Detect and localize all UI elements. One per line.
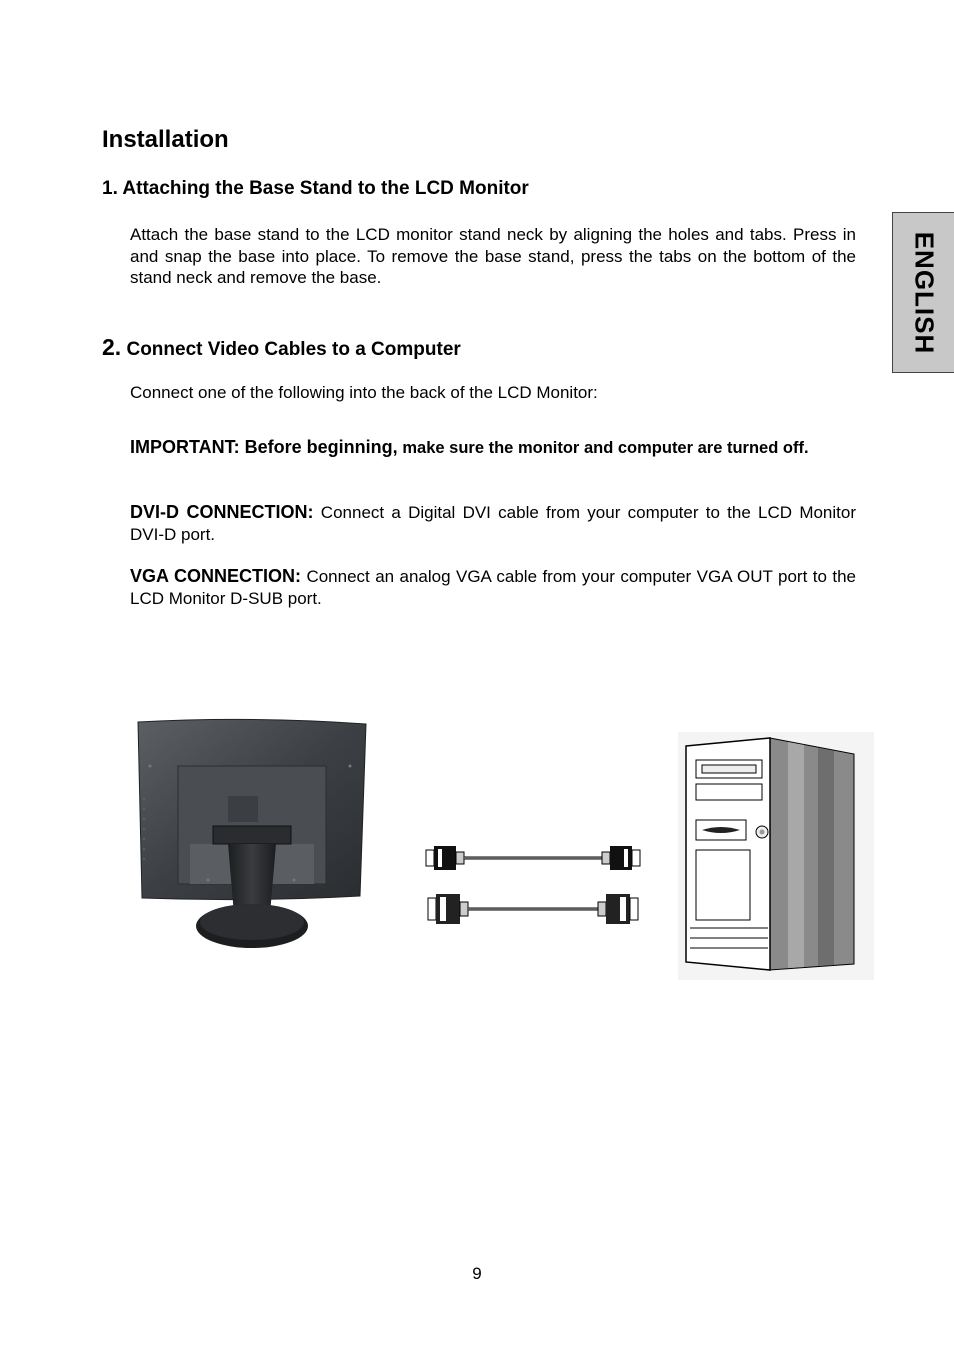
page-number: 9 <box>472 1264 482 1283</box>
vga-cable-icon <box>428 894 638 924</box>
dvi-label: DVI-D CONNECTION: <box>130 502 314 522</box>
section1-heading: 1. Attaching the Base Stand to the LCD Monitor <box>102 178 529 199</box>
important-rest: make sure the monitor and computer are turned off. <box>402 439 809 457</box>
vga-label: VGA CONNECTION: <box>130 566 302 586</box>
language-tab <box>892 212 954 373</box>
language-tab-label: ENGLISH <box>909 231 939 354</box>
dvi-cable-icon <box>426 846 640 870</box>
desktop-tower-image <box>678 732 874 980</box>
dvi-vga-cables-image <box>424 840 642 928</box>
section2-heading-text: Connect Video Cables to a Computer <box>126 339 461 360</box>
vga-connection <box>130 566 856 609</box>
page-title: Installation <box>102 126 229 153</box>
important-note <box>130 437 856 460</box>
dvi-text: Connect a Digital DVI cable from your computer to the LCD Monitor DVI-D port. <box>130 503 856 544</box>
section2-intro: Connect one of the following into the back of the LCD Monitor: <box>130 383 598 402</box>
section2-number: 2. <box>102 334 122 360</box>
vga-text: Connect an analog VGA cable from your computer VGA OUT port to the LCD Monitor D-SUB port. <box>130 567 856 608</box>
section2-heading <box>102 334 461 361</box>
section1-body: Attach the base stand to the LCD monitor stand neck by aligning the holes and tabs. Press in and snap the base into place. To remove the base stand, press the tabs on the bottom of the stand neck and remove the base. <box>130 225 856 287</box>
monitor-back-image <box>128 718 376 952</box>
dvi-connection <box>130 502 856 545</box>
important-lead: IMPORTANT: Before beginning, <box>130 437 398 457</box>
